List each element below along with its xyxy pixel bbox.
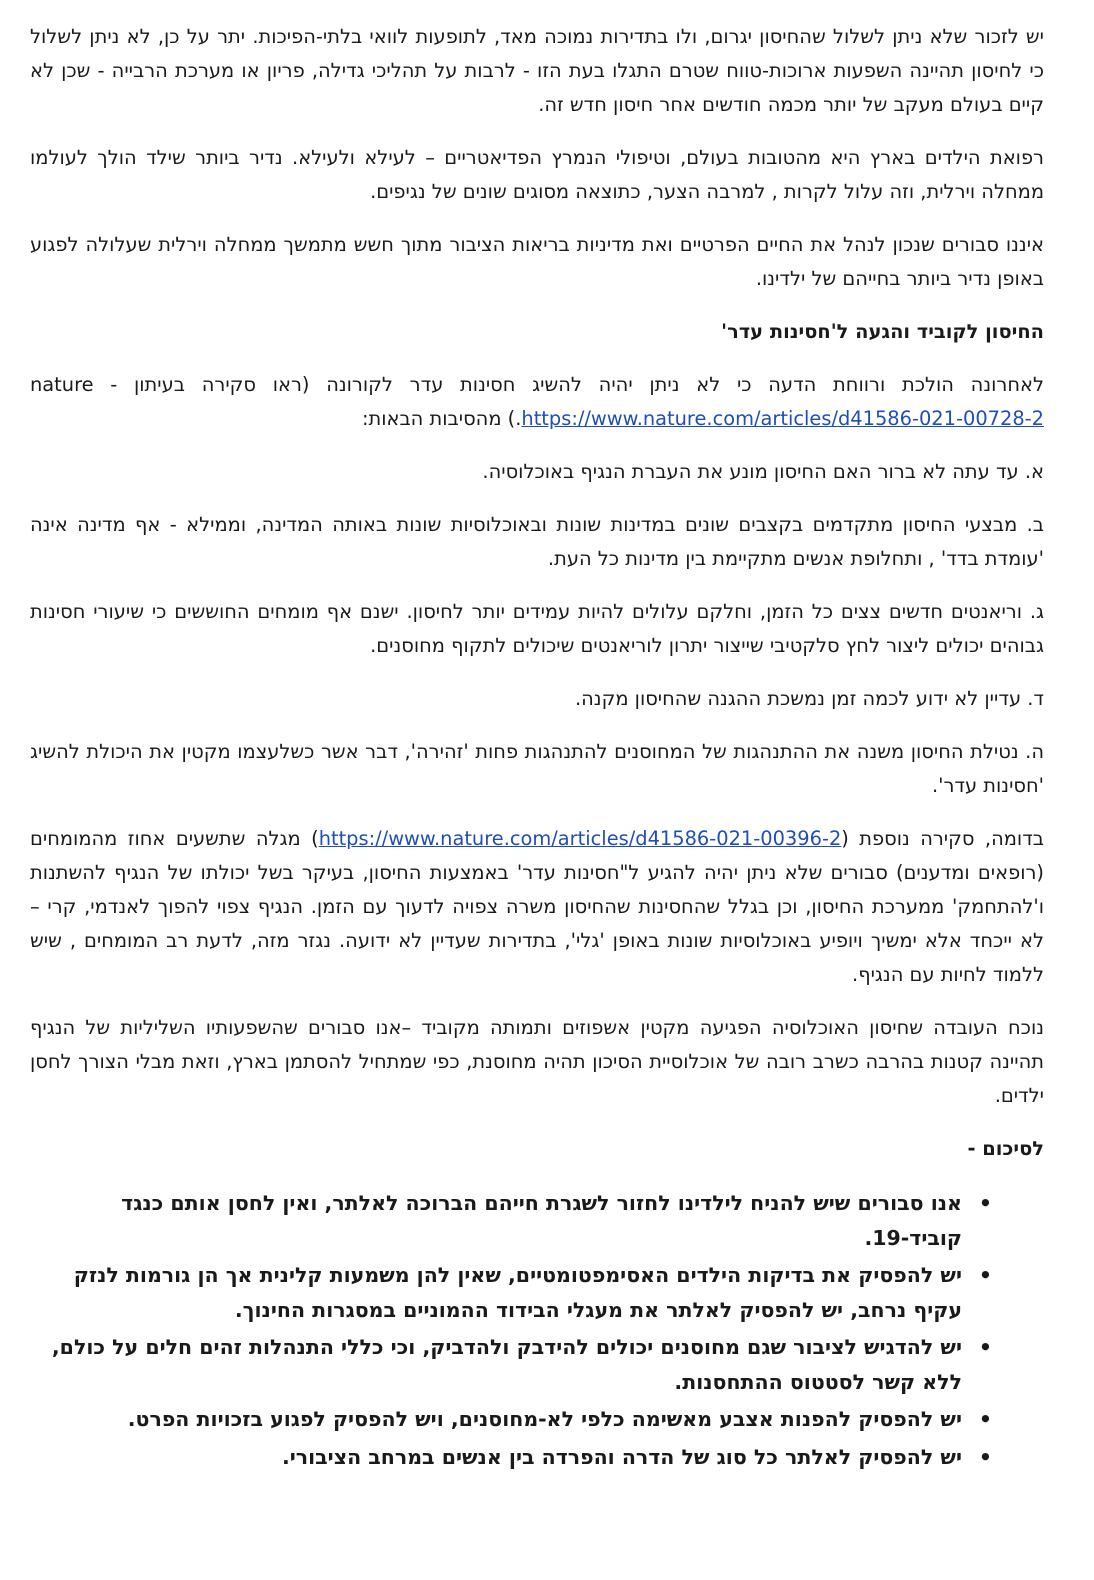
paragraph-vaccination-effect: נוכח העובדה שחיסון האוכלוסיה הפגיעה מקטין אשפוזים ותמותה מקוביד –אנו סבורים שהשפעותיו השליליות של הנגיף תהיינה קטנות בהרבה כשרב רובה של אוכלוסיית הסיכון תהיה מחוסנת, כפי שמתחיל להסתמן בארץ, וזאת מבלי הצורך לחסן ילדים. [30, 1016, 1044, 1107]
summary-item-text: יש להפסיק לאלתר כל סוג של הדרה והפרדה בין אנשים במרחב הציבורי. [281, 1444, 962, 1469]
summary-item [30, 1330, 992, 1399]
summary-heading: לסיכום - [967, 1137, 1044, 1160]
reason-item-e: ה. נטילת החיסון משנה את ההתנהגות של המחוסנים להתנהגות פחות 'זהירה', דבר אשר כשלעצמו מקטין את היכולת להשיג 'חסינות עדר'. [30, 740, 1044, 797]
review-text-end: ) מגלה שתשעים אחוז מהמומחים (רופאים ומדענים) סבורים שלא ניתן יהיה להגיע ל"חסינות עדר' באמצעות החיסון, בעיקר בשל יכולתו של הנגיף להשתנות ו'להתחמק' ממערכת החיסון, וכן בגלל שהחסינות שהחיסון משרה צפויה לדעוך עם הזמן. הנגיף צפוי להפוך לאנדמי, קרי – לא ייכחד אלא ימשיך ויופיע באוכלוסיות שונות באופן 'גלי', בתדירות שעדיין לא ידועה. נגזר מזה, לדעת רב המומחים , שיש ללמוד לחיות עם הנגיף. [30, 827, 1044, 986]
nature-article-link-1[interactable]: https://www.nature.com/articles/d41586-021-00728-2 [521, 407, 1044, 430]
summary-item [30, 1258, 992, 1327]
reason-item-b: ב. מבצעי החיסון מתקדמים בקצבים שונים במדינות שונות ובאוכלוסיות שונות באותה המדינה, וממילא - אף מדינה אינה 'עומדת בדד' , ותחלופת אנשים מתקיימת בין מדינות כל העת. [30, 513, 1044, 570]
bullet-icon: • [978, 1444, 992, 1469]
summary-item [30, 1402, 992, 1437]
reason-item-a: א. עד עתה לא ברור האם החיסון מונע את העברת הנגיף באוכלוסיה. [482, 460, 1044, 483]
summary-item [30, 1440, 992, 1475]
review-text-start: בדומה, סקירה נוספת ( [841, 827, 1045, 850]
paragraph-pediatric-care: רפואת הילדים בארץ היא מהטובות בעולם, וטיפולי הנמרץ הפדיאטריים – לעילא ולעילא. נדיר ביותר שילד הולך לעולמו ממחלה וירלית, וזה עלול לקרות , למרבה הצער, כתוצאה מסוגים שונים של נגיפים. [30, 146, 1044, 203]
herd-intro-text-end: .) מהסיבות הבאות: [361, 407, 522, 430]
summary-item-text: אנו סבורים שיש להניח לילדינו לחזור לשגרת חייהם הברוכה לאלתר, ואין לחסן אותם כנגד קוביד-19. [121, 1191, 962, 1250]
reason-item-c: ג. וריאנטים חדשים צצים כל הזמן, וחלקם עלולים להיות עמידים יותר לחיסון. ישנם אף מומחים החוששים כי שיעורי חסינות גבוהים יכולים ליצור לחץ סלקטיבי שייצור יתרון לוריאנטים שיכולים לתקוף מחוסנים. [30, 600, 1044, 657]
paragraph-public-health-policy: איננו סבורים שנכון לנהל את החיים הפרטיים ואת מדיניות בריאות הציבור מתוך חשש מתמשך ממחלה וירלית שעלולה לפגוע באופן נדיר ביותר בחייהם של ילדינו. [30, 233, 1044, 290]
summary-item [30, 1186, 992, 1255]
reason-item-d: ד. עדיין לא ידוע לכמה זמן נמשכת ההגנה שהחיסון מקנה. [574, 687, 1044, 710]
summary-item-text: יש להפסיק להפנות אצבע מאשימה כלפי לא-מחוסנים, ויש להפסיק לפגוע בזכויות הפרט. [127, 1407, 962, 1431]
bullet-icon: • [978, 1407, 992, 1431]
summary-item-text: יש להפסיק את בדיקות הילדים האסימפטומטיים, שאין להן משמעות קלינית אך הן גורמות לנזק עקיף נרחב, יש להפסיק לאלתר את מעגלי הבידוד ההמוניים במסגרות החינוך. [73, 1263, 962, 1322]
herd-intro-text: לאחרונה הולכת ורווחת הדעה כי לא ניתן יהיה להשיג חסינות עדר לקורונה (ראו סקירה בעיתון nature - [30, 373, 1044, 396]
paragraph-additional-review [30, 822, 1044, 992]
bullet-icon: • [978, 1263, 992, 1287]
paragraph-vaccine-side-effects: יש לזכור שלא ניתן לשלול שהחיסון יגרום, ולו בתדירות נמוכה מאד, לתופעות לוואי בלתי-הפיכות. יתר על כן, לא ניתן לשלול כי לחיסון תהיינה השפעות ארוכות-טווח שטרם התגלו בעת הזו - לרבות על תהליכי גדילה, פריון או מערכת הרבייה - שכן לא קיים בעולם מעקב של יותר מכמה חודשים אחר חיסון חדש זה. [30, 25, 1044, 116]
paragraph-herd-immunity-intro [30, 368, 1044, 436]
nature-article-link-2[interactable]: https://www.nature.com/articles/d41586-021-00396-2 [318, 827, 842, 850]
summary-item-text: יש להדגיש לציבור שגם מחוסנים יכולים להידבק ולהדביק, וכי כללי התנהלות זהים חלים על כולם, ללא קשר לסטטוס ההתחסנות. [51, 1335, 962, 1394]
bullet-icon: • [978, 1191, 992, 1215]
bullet-icon: • [978, 1335, 992, 1359]
section-heading-herd-immunity: החיסון לקוביד והגעה ל'חסינות עדר' [721, 320, 1044, 343]
summary-list [30, 1186, 1044, 1474]
